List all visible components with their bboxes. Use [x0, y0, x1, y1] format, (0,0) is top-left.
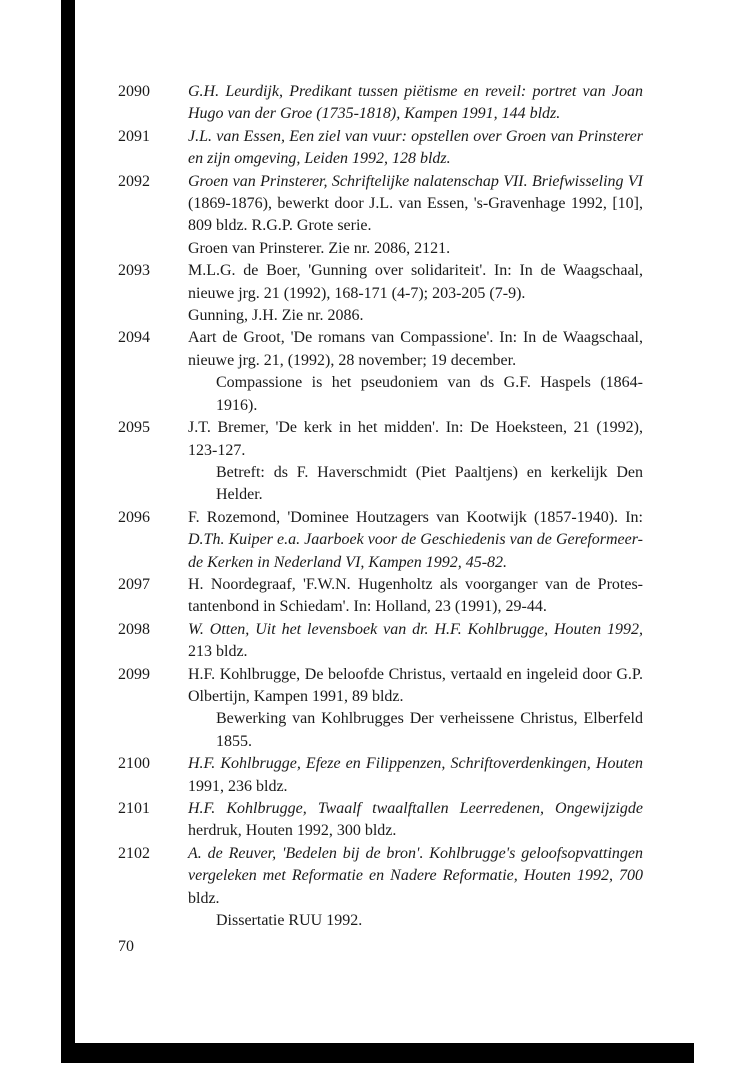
- entry-line: 1991, 236 bldz.: [188, 777, 288, 795]
- entry-line: J.T. Bremer, 'De kerk in het midden'. In: De Hoeksteen, 21 (1992),: [188, 419, 643, 437]
- entry-line: Olbertijn, Kampen 1991, 89 bldz.: [188, 687, 404, 705]
- entry-line: Groen van Prinsterer, Schriftelijke nalatenschap VII. Briefwisseling VI: [188, 172, 643, 190]
- entry-2091: [118, 126, 643, 171]
- entry-2101: [118, 798, 643, 843]
- entry-line: M.L.G. de Boer, 'Gunning over solidariteit'. In: In de Waagschaal,: [188, 262, 643, 280]
- entry-note: Compassione is het pseudoniem van ds G.F. Haspels (1864-: [216, 374, 643, 392]
- entry-line: herdruk, Houten 1992, 300 bldz.: [188, 822, 397, 840]
- entry-2096: [118, 507, 643, 574]
- entry-number: 2093: [118, 262, 150, 280]
- entry-note: 1855.: [216, 732, 252, 750]
- entry-line: G.H. Leurdijk, Predikant tussen piëtisme en reveil: portret van Joan: [188, 83, 643, 100]
- entry-line: H.F. Kohlbrugge, De beloofde Christus, vertaald en ingeleid door G.P.: [188, 665, 643, 683]
- entry-number: 2101: [118, 800, 150, 817]
- entry-note: Betreft: ds F. Haverschmidt (Piet Paaltjens) en kerkelijk Den: [216, 463, 643, 481]
- entry-line: J.L. van Essen, Een ziel van vuur: opstellen over Groen van Prinsterer: [188, 127, 643, 145]
- entry-number: 2097: [118, 575, 150, 593]
- entry-note: Dissertatie RUU 1992.: [216, 912, 363, 930]
- entry-line: nieuwe jrg. 21 (1992), 168-171 (4-7); 203-205 (7-9).: [188, 284, 526, 302]
- entry-line: bldz.: [188, 889, 220, 907]
- entry-number: 2100: [118, 755, 150, 773]
- entry-line: W. Otten, Uit het levensboek van dr. H.F. Kohlbrugge, Houten 1992,: [188, 620, 643, 638]
- entry-2090: [118, 81, 643, 126]
- entry-line: en zijn omgeving, Leiden 1992, 128 bldz.: [188, 150, 451, 168]
- entry-line: H. Noordegraaf, 'F.W.N. Hugenholtz als voorganger van de Protes-: [188, 575, 643, 593]
- entry-number: 2102: [118, 844, 150, 862]
- entry-2098: [118, 619, 643, 664]
- entry-note: 1916).: [216, 396, 258, 414]
- entry-line: H.F. Kohlbrugge, Twaalf twaalftallen Leerredenen, Ongewijzigde: [188, 800, 643, 817]
- entry-number: 2099: [118, 665, 150, 683]
- entry-line: F. Rozemond, 'Dominee Houtzagers van Kootwijk (1857-1940). In:: [188, 508, 643, 526]
- page-number: 70: [118, 938, 134, 955]
- entry-number: 2096: [118, 508, 150, 526]
- entry-2093: [118, 260, 643, 327]
- entry-note: Bewerking van Kohlbrugges Der verheissene Christus, Elberfeld: [216, 710, 643, 728]
- entry-line: Groen van Prinsterer. Zie nr. 2086, 2121.: [188, 239, 451, 257]
- entry-line: Hugo van der Groe (1735-1818), Kampen 1991, 144 bldz.: [188, 105, 561, 123]
- entry-number: 2091: [118, 127, 150, 145]
- entry-2099: [118, 664, 643, 754]
- entry-line: 123-127.: [188, 441, 246, 459]
- entry-line: Aart de Groot, 'De romans van Compassione'. In: In de Waagschaal,: [188, 329, 643, 347]
- entry-number: 2090: [118, 83, 150, 100]
- entry-2094: [118, 327, 643, 417]
- entry-number: 2095: [118, 419, 150, 437]
- entry-number: 2092: [118, 172, 150, 190]
- entry-number: 2094: [118, 329, 150, 347]
- entry-line: nieuwe jrg. 21, (1992), 28 november; 19 december.: [188, 351, 517, 369]
- entry-number: 2098: [118, 620, 150, 638]
- scan-border-left: [61, 0, 75, 1052]
- scan-border-bottom: [61, 1043, 694, 1063]
- entry-line: 809 bldz. R.G.P. Grote serie.: [188, 217, 372, 235]
- entry-line: (1869-1876), bewerkt door J.L. van Essen, 's-Gravenhage 1992, [10],: [188, 195, 643, 213]
- entry-2092: [118, 171, 643, 261]
- entry-line: D.Th. Kuiper e.a. Jaarboek voor de Geschiedenis van de Gereformeer-: [188, 531, 643, 549]
- entry-line: de Kerken in Nederland VI, Kampen 1992, 45-82.: [188, 553, 508, 571]
- entry-2100: [118, 753, 643, 798]
- bibliography-list: [118, 81, 643, 932]
- entry-line: 213 bldz.: [188, 643, 248, 661]
- entry-line: vergeleken met Reformatie en Nadere Reformatie, Houten 1992, 700: [188, 867, 643, 885]
- entry-line: A. de Reuver, 'Bedelen bij de bron'. Kohlbrugge's geloofsopvattingen: [188, 844, 643, 862]
- entry-note: Helder.: [216, 486, 263, 504]
- entry-line: Gunning, J.H. Zie nr. 2086.: [188, 307, 364, 325]
- entry-2095: [118, 417, 643, 507]
- entry-line: H.F. Kohlbrugge, Efeze en Filippenzen, Schriftoverdenkingen, Houten: [188, 755, 643, 773]
- entry-2097: [118, 574, 643, 619]
- entry-line: tantenbond in Schiedam'. In: Holland, 23 (1991), 29-44.: [188, 598, 547, 616]
- entry-2102: [118, 843, 643, 933]
